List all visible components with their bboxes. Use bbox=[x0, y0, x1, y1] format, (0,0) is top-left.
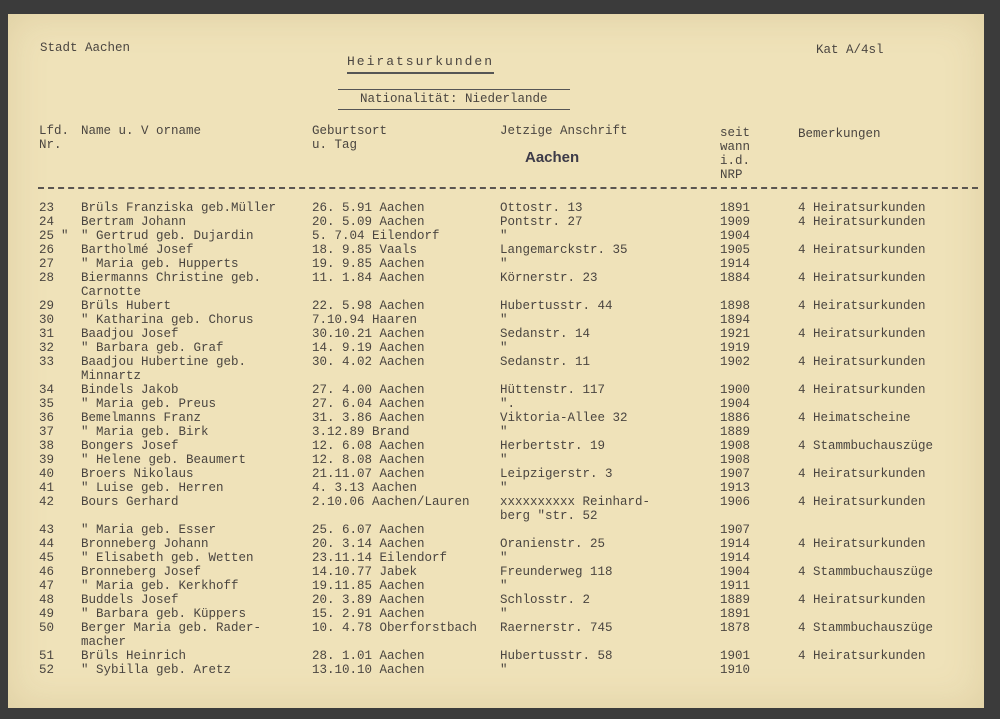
row-address: " bbox=[500, 313, 508, 327]
table-row bbox=[8, 327, 984, 341]
row-number: 35 bbox=[39, 397, 55, 411]
row-address: Pontstr. 27 bbox=[500, 215, 583, 229]
table-row bbox=[8, 341, 984, 355]
row-name: " Gertrud geb. Dujardin bbox=[81, 229, 254, 243]
row-since: 1914 bbox=[720, 537, 751, 551]
row-birth: 23.11.14 Eilendorf bbox=[312, 551, 448, 565]
row-address: " bbox=[500, 453, 508, 467]
row-address: Schlosstr. 2 bbox=[500, 593, 591, 607]
row-remarks: 4 Stammbuchauszüge bbox=[798, 621, 934, 635]
row-since: 1910 bbox=[720, 663, 751, 677]
row-number: 26 bbox=[39, 243, 55, 257]
document-title: Heiratsurkunden bbox=[347, 54, 494, 74]
row-name: " Barbara geb. Graf bbox=[81, 341, 224, 355]
row-name: Brüls Hubert bbox=[81, 299, 172, 313]
row-name: Bronneberg Johann bbox=[81, 537, 209, 551]
row-number: 42 bbox=[39, 495, 55, 509]
row-since: 1913 bbox=[720, 481, 751, 495]
row-number: 40 bbox=[39, 467, 55, 481]
row-name: " Maria geb. Kerkhoff bbox=[81, 579, 239, 593]
row-address: Sedanstr. 14 bbox=[500, 327, 591, 341]
row-number: 41 bbox=[39, 481, 55, 495]
row-since: 1894 bbox=[720, 313, 751, 327]
row-remarks: 4 Heimatscheine bbox=[798, 411, 911, 425]
row-address: " bbox=[500, 257, 508, 271]
row-since: 1902 bbox=[720, 355, 751, 369]
row-since: 1914 bbox=[720, 551, 751, 565]
row-name: " Sybilla geb. Aretz bbox=[81, 663, 232, 677]
row-birth: 5. 7.04 Eilendorf bbox=[312, 229, 440, 243]
row-number: 25 bbox=[39, 229, 55, 243]
table-row bbox=[8, 397, 984, 411]
row-since: 1884 bbox=[720, 271, 751, 285]
row-birth: 14.10.77 Jabek bbox=[312, 565, 418, 579]
row-number: 52 bbox=[39, 663, 55, 677]
row-birth: 20. 3.14 Aachen bbox=[312, 537, 425, 551]
table-row bbox=[8, 271, 984, 299]
row-name: " Helene geb. Beaumert bbox=[81, 453, 247, 467]
row-birth: 30. 4.02 Aachen bbox=[312, 355, 425, 369]
table-row bbox=[8, 481, 984, 495]
row-since: 1900 bbox=[720, 383, 751, 397]
row-number: 44 bbox=[39, 537, 55, 551]
row-birth: 31. 3.86 Aachen bbox=[312, 411, 425, 425]
header-divider bbox=[38, 187, 978, 189]
nationality-label: Nationalität: Niederlande bbox=[338, 89, 570, 110]
row-address: Leipzigerstr. 3 bbox=[500, 467, 613, 481]
row-name: Bronneberg Josef bbox=[81, 565, 202, 579]
row-number: 31 bbox=[39, 327, 55, 341]
index-card bbox=[8, 14, 984, 708]
row-birth: 21.11.07 Aachen bbox=[312, 467, 425, 481]
table-row bbox=[8, 649, 984, 663]
row-name: " Katharina geb. Chorus bbox=[81, 313, 254, 327]
row-name-cont: macher bbox=[81, 635, 127, 649]
row-birth: 12. 6.08 Aachen bbox=[312, 439, 425, 453]
row-since: 1909 bbox=[720, 215, 751, 229]
row-remarks: 4 Heiratsurkunden bbox=[798, 383, 926, 397]
row-number: 36 bbox=[39, 411, 55, 425]
table-row bbox=[8, 565, 984, 579]
row-since: 1878 bbox=[720, 621, 751, 635]
col-nr-header: Lfd. Nr. bbox=[39, 124, 70, 152]
row-since: 1901 bbox=[720, 649, 751, 663]
row-address: xxxxxxxxxx Reinhard- bbox=[500, 495, 651, 509]
col-born-header: Geburtsort u. Tag bbox=[312, 124, 388, 152]
row-since: 1904 bbox=[720, 397, 751, 411]
row-address: Hubertusstr. 44 bbox=[500, 299, 613, 313]
row-since: 1921 bbox=[720, 327, 751, 341]
row-birth: 3.12.89 Brand bbox=[312, 425, 410, 439]
row-remarks: 4 Heiratsurkunden bbox=[798, 243, 926, 257]
row-remarks: 4 Heiratsurkunden bbox=[798, 299, 926, 313]
row-name: Brüls Franziska geb.Müller bbox=[81, 201, 277, 215]
row-number: 34 bbox=[39, 383, 55, 397]
row-address: Sedanstr. 11 bbox=[500, 355, 591, 369]
table-row bbox=[8, 411, 984, 425]
row-number: 23 bbox=[39, 201, 55, 215]
row-birth: 15. 2.91 Aachen bbox=[312, 607, 425, 621]
row-name: " Maria geb. Preus bbox=[81, 397, 217, 411]
table-row bbox=[8, 467, 984, 481]
row-remarks: 4 Stammbuchauszüge bbox=[798, 439, 934, 453]
row-address: Hüttenstr. 117 bbox=[500, 383, 606, 397]
row-since: 1908 bbox=[720, 439, 751, 453]
row-address: Viktoria-Allee 32 bbox=[500, 411, 628, 425]
row-since: 1914 bbox=[720, 257, 751, 271]
row-remarks: 4 Heiratsurkunden bbox=[798, 649, 926, 663]
row-birth: 19. 9.85 Aachen bbox=[312, 257, 425, 271]
row-remarks: 4 Stammbuchauszüge bbox=[798, 565, 934, 579]
row-birth: 14. 9.19 Aachen bbox=[312, 341, 425, 355]
row-remarks: 4 Heiratsurkunden bbox=[798, 201, 926, 215]
col-address-header: Jetzige Anschrift bbox=[500, 124, 628, 138]
row-number: 27 bbox=[39, 257, 55, 271]
table-row bbox=[8, 383, 984, 397]
row-address: " bbox=[500, 481, 508, 495]
table-row bbox=[8, 621, 984, 649]
row-address: Freunderweg 118 bbox=[500, 565, 613, 579]
row-birth: 20. 5.09 Aachen bbox=[312, 215, 425, 229]
table-row bbox=[8, 439, 984, 453]
row-address-cont: berg "str. 52 bbox=[500, 509, 598, 523]
table-row bbox=[8, 425, 984, 439]
row-number: 38 bbox=[39, 439, 55, 453]
row-address: " bbox=[500, 229, 508, 243]
row-remarks: 4 Heiratsurkunden bbox=[798, 593, 926, 607]
row-number: 43 bbox=[39, 523, 55, 537]
row-birth: 19.11.85 Aachen bbox=[312, 579, 425, 593]
row-name: Baadjou Josef bbox=[81, 327, 179, 341]
row-remarks: 4 Heiratsurkunden bbox=[798, 495, 926, 509]
city-label: Stadt Aachen bbox=[40, 41, 131, 55]
row-number: 33 bbox=[39, 355, 55, 369]
row-since: 1889 bbox=[720, 425, 751, 439]
table-row bbox=[8, 523, 984, 537]
row-mark: " bbox=[61, 229, 69, 243]
row-birth: 27. 4.00 Aachen bbox=[312, 383, 425, 397]
row-birth: 20. 3.89 Aachen bbox=[312, 593, 425, 607]
table-row bbox=[8, 453, 984, 467]
row-name-cont: Minnartz bbox=[81, 369, 142, 383]
table-row bbox=[8, 299, 984, 313]
row-name: Brüls Heinrich bbox=[81, 649, 187, 663]
table-row bbox=[8, 495, 984, 523]
row-since: 1908 bbox=[720, 453, 751, 467]
table-row bbox=[8, 313, 984, 327]
row-number: 30 bbox=[39, 313, 55, 327]
row-birth: 7.10.94 Haaren bbox=[312, 313, 418, 327]
row-address: " bbox=[500, 425, 508, 439]
row-remarks: 4 Heiratsurkunden bbox=[798, 327, 926, 341]
row-number: 29 bbox=[39, 299, 55, 313]
row-remarks: 4 Heiratsurkunden bbox=[798, 271, 926, 285]
row-since: 1886 bbox=[720, 411, 751, 425]
row-address: " bbox=[500, 607, 508, 621]
row-name: Bindels Jakob bbox=[81, 383, 179, 397]
row-name-cont: Carnotte bbox=[81, 285, 142, 299]
row-address: Ottostr. 13 bbox=[500, 201, 583, 215]
row-birth: 26. 5.91 Aachen bbox=[312, 201, 425, 215]
row-remarks: 4 Heiratsurkunden bbox=[798, 355, 926, 369]
row-birth: 28. 1.01 Aachen bbox=[312, 649, 425, 663]
row-since: 1905 bbox=[720, 243, 751, 257]
table-row bbox=[8, 663, 984, 677]
table-row bbox=[8, 229, 984, 243]
row-birth: 22. 5.98 Aachen bbox=[312, 299, 425, 313]
row-name: " Elisabeth geb. Wetten bbox=[81, 551, 254, 565]
col-remarks-header: Bemerkungen bbox=[798, 127, 881, 141]
row-since: 1904 bbox=[720, 229, 751, 243]
row-address: Herbertstr. 19 bbox=[500, 439, 606, 453]
row-since: 1891 bbox=[720, 607, 751, 621]
row-since: 1889 bbox=[720, 593, 751, 607]
catalog-label: Kat A/4sl bbox=[816, 43, 884, 57]
row-address: " bbox=[500, 579, 508, 593]
row-since: 1898 bbox=[720, 299, 751, 313]
row-address: " bbox=[500, 551, 508, 565]
row-address: " bbox=[500, 663, 508, 677]
table-row bbox=[8, 201, 984, 215]
row-number: 51 bbox=[39, 649, 55, 663]
row-address: Langemarckstr. 35 bbox=[500, 243, 628, 257]
row-name: Bertram Johann bbox=[81, 215, 187, 229]
row-name: " Maria geb. Birk bbox=[81, 425, 209, 439]
table-row bbox=[8, 551, 984, 565]
row-since: 1911 bbox=[720, 579, 751, 593]
row-birth: 4. 3.13 Aachen bbox=[312, 481, 418, 495]
row-number: 39 bbox=[39, 453, 55, 467]
row-address: Körnerstr. 23 bbox=[500, 271, 598, 285]
row-name: Berger Maria geb. Rader- bbox=[81, 621, 262, 635]
table-row bbox=[8, 607, 984, 621]
row-address: Raernerstr. 745 bbox=[500, 621, 613, 635]
row-address: Hubertusstr. 58 bbox=[500, 649, 613, 663]
row-name: " Maria geb. Esser bbox=[81, 523, 217, 537]
row-birth: 2.10.06 Aachen/Lauren bbox=[312, 495, 470, 509]
row-number: 47 bbox=[39, 579, 55, 593]
table-row bbox=[8, 243, 984, 257]
table-row bbox=[8, 355, 984, 383]
row-birth: 13.10.10 Aachen bbox=[312, 663, 425, 677]
row-since: 1904 bbox=[720, 565, 751, 579]
row-number: 46 bbox=[39, 565, 55, 579]
row-birth: 30.10.21 Aachen bbox=[312, 327, 425, 341]
col-since-header: seit wann i.d. NRP bbox=[720, 126, 751, 182]
row-since: 1919 bbox=[720, 341, 751, 355]
row-birth: 11. 1.84 Aachen bbox=[312, 271, 425, 285]
row-name: Bemelmanns Franz bbox=[81, 411, 202, 425]
row-number: 24 bbox=[39, 215, 55, 229]
row-name: " Maria geb. Hupperts bbox=[81, 257, 239, 271]
row-since: 1906 bbox=[720, 495, 751, 509]
row-birth: 25. 6.07 Aachen bbox=[312, 523, 425, 537]
row-name: " Barbara geb. Küppers bbox=[81, 607, 247, 621]
row-name: Broers Nikolaus bbox=[81, 467, 194, 481]
row-name: Bours Gerhard bbox=[81, 495, 179, 509]
row-address: Oranienstr. 25 bbox=[500, 537, 606, 551]
row-number: 50 bbox=[39, 621, 55, 635]
table-row bbox=[8, 215, 984, 229]
row-birth: 27. 6.04 Aachen bbox=[312, 397, 425, 411]
row-remarks: 4 Heiratsurkunden bbox=[798, 215, 926, 229]
row-address: ". bbox=[500, 397, 516, 411]
row-number: 28 bbox=[39, 271, 55, 285]
row-name: Baadjou Hubertine geb. bbox=[81, 355, 247, 369]
row-number: 37 bbox=[39, 425, 55, 439]
row-remarks: 4 Heiratsurkunden bbox=[798, 537, 926, 551]
row-since: 1907 bbox=[720, 523, 751, 537]
row-number: 32 bbox=[39, 341, 55, 355]
row-since: 1907 bbox=[720, 467, 751, 481]
address-stamp: Aachen bbox=[525, 149, 580, 166]
row-number: 48 bbox=[39, 593, 55, 607]
row-name: Biermanns Christine geb. bbox=[81, 271, 262, 285]
row-birth: 10. 4.78 Oberforstbach bbox=[312, 621, 478, 635]
row-remarks: 4 Heiratsurkunden bbox=[798, 467, 926, 481]
row-name: " Luise geb. Herren bbox=[81, 481, 224, 495]
row-name: Bongers Josef bbox=[81, 439, 179, 453]
col-name-header: Name u. V orname bbox=[81, 124, 202, 138]
row-name: Buddels Josef bbox=[81, 593, 179, 607]
row-number: 49 bbox=[39, 607, 55, 621]
table-row bbox=[8, 537, 984, 551]
table-row bbox=[8, 257, 984, 271]
row-number: 45 bbox=[39, 551, 55, 565]
row-birth: 18. 9.85 Vaals bbox=[312, 243, 418, 257]
row-address: " bbox=[500, 341, 508, 355]
row-birth: 12. 8.08 Aachen bbox=[312, 453, 425, 467]
row-since: 1891 bbox=[720, 201, 751, 215]
table-row bbox=[8, 579, 984, 593]
row-name: Bartholmé Josef bbox=[81, 243, 194, 257]
records-list bbox=[8, 201, 984, 677]
table-row bbox=[8, 593, 984, 607]
